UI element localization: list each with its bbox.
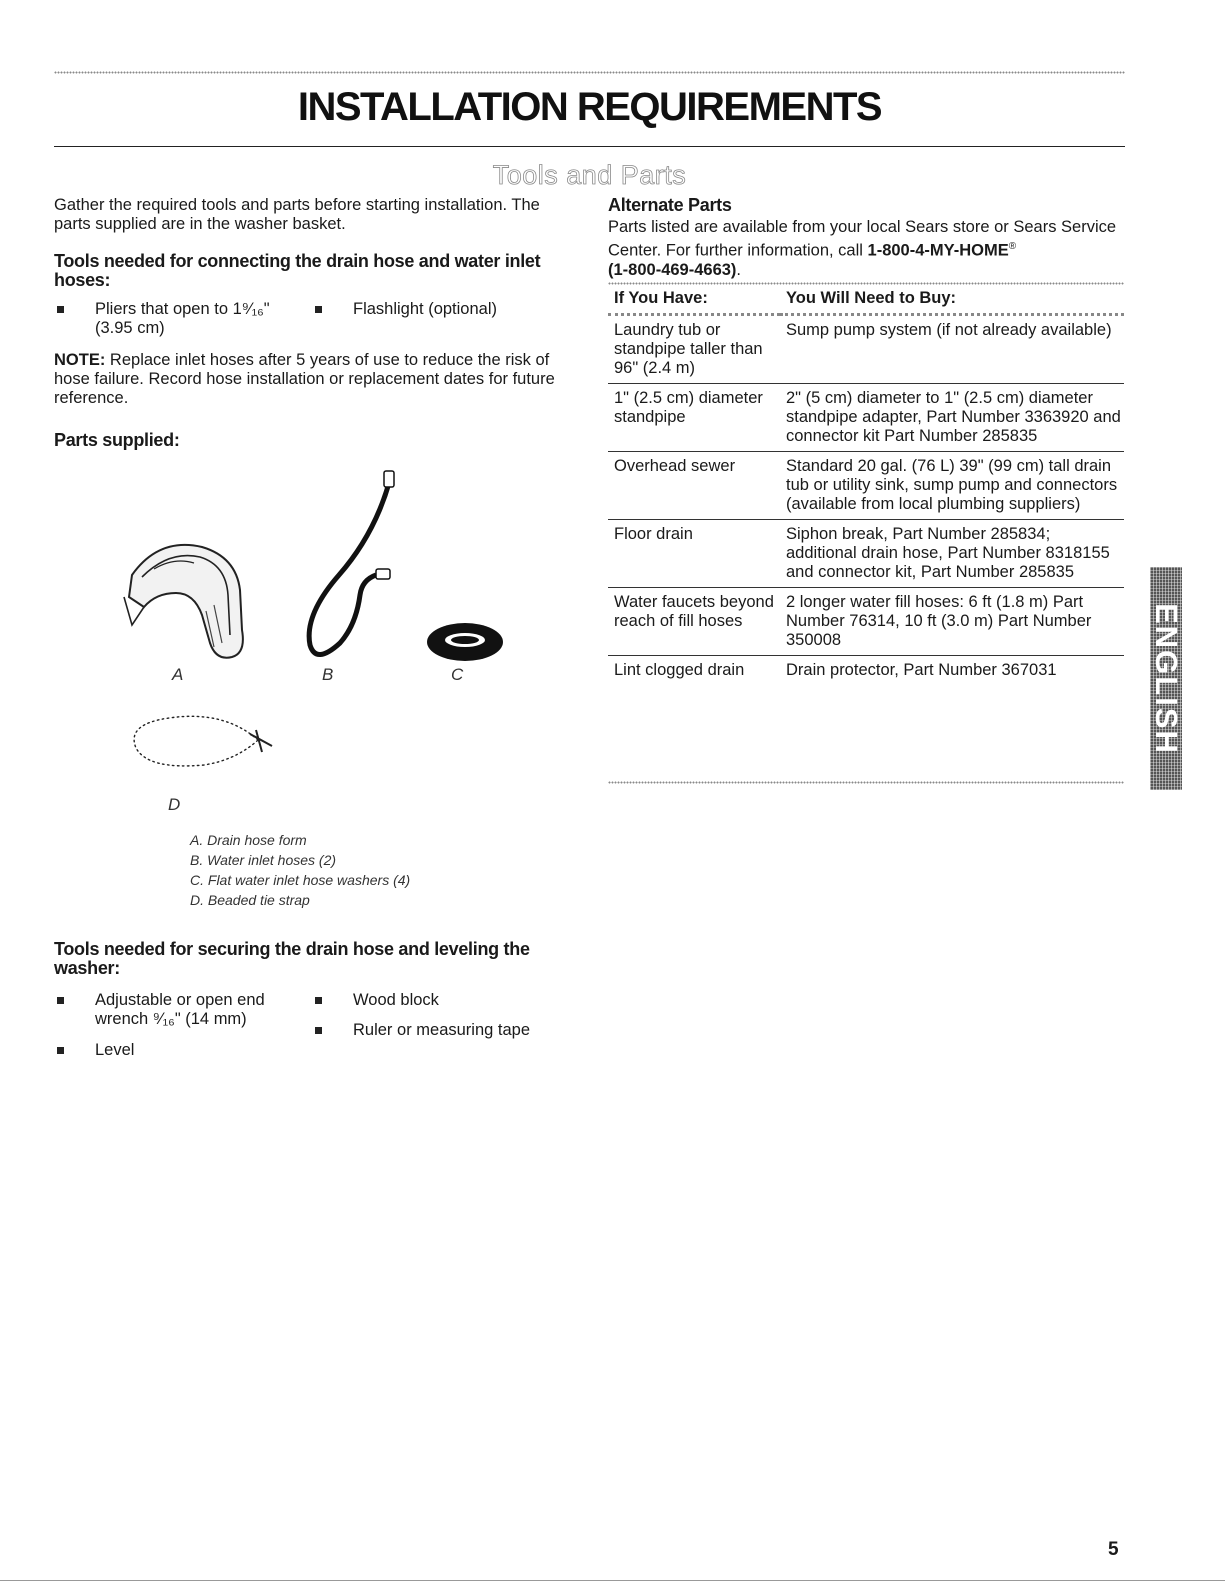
legend-item: D. Beaded tie strap	[190, 892, 310, 908]
water-inlet-hose-image	[294, 465, 404, 665]
table-header-row	[608, 284, 1124, 315]
section-title: Tools and Parts	[492, 160, 687, 190]
table-bottom-dotted-rule	[608, 781, 1124, 784]
figure-label-c: C	[451, 665, 464, 684]
left-column	[54, 196, 584, 450]
list-item: Wood block	[312, 991, 439, 1010]
page-number: 5	[1108, 1539, 1119, 1560]
legend-item: A. Drain hose form	[190, 832, 307, 848]
column-header: You Will Need to Buy:	[786, 289, 957, 307]
table-row: 1" (2.5 cm) diameter standpipe 2" (5 cm) diameter to 1" (2.5 cm) diameter standpipe adapter, Part Number 3363920 and connector kit Part Number 285835	[608, 384, 1124, 452]
list-item: Level	[54, 1041, 134, 1060]
column-header: If You Have:	[614, 289, 708, 307]
securing-section	[54, 940, 584, 1071]
flat-washer-image	[420, 610, 510, 670]
list-item: Pliers that open to 1⁹⁄₁₆" (3.95 cm)	[54, 300, 270, 338]
bottom-rule	[0, 1580, 1225, 1581]
language-side-tab	[1150, 567, 1182, 790]
drain-hose-form-image	[114, 535, 264, 670]
right-column	[608, 195, 1124, 679]
page-title: INSTALLATION REQUIREMENTS	[297, 85, 882, 129]
parts-heading: Parts supplied:	[54, 430, 180, 450]
legend-item: B. Water inlet hoses (2)	[190, 852, 337, 868]
table-row: Water faucets beyond reach of fill hoses 2 longer water fill hoses: 6 ft (1.8 m) Part Number 76314, 10 ft (3.0 m) Part Number 350008	[608, 588, 1124, 656]
list-item: Flashlight (optional)	[312, 300, 497, 319]
figure-legend	[190, 830, 410, 910]
tools-list	[54, 300, 584, 340]
alternate-parts-heading: Alternate Parts	[608, 195, 732, 215]
alternate-parts-intro: Parts listed are available from your local Sears store or Sears Service Center. For further information, call 1-800-4-MY-HOME® (1-800-469-4663).	[608, 218, 1117, 279]
table-row: Lint clogged drain Drain protector, Part Number 367031	[614, 661, 1057, 679]
beaded-tie-strap-image	[124, 710, 284, 780]
intro-text: Gather the required tools and parts before starting installation. The parts supplied are in the washer basket.	[54, 196, 540, 233]
note-text: NOTE: Replace inlet hoses after 5 years of use to reduce the risk of hose failure. Record hose installation or replacement dates for future reference.	[54, 351, 555, 407]
parts-figure	[54, 465, 584, 910]
language-label: ENGLISH	[1149, 602, 1184, 755]
alternate-parts-table	[608, 284, 1124, 685]
top-dotted-rule	[54, 71, 1125, 74]
list-item: Ruler or measuring tape	[312, 1021, 530, 1040]
tools2-list	[54, 991, 584, 1071]
figure-label-b: B	[322, 665, 334, 684]
table-row: Floor drain Siphon break, Part Number 285834; additional drain hose, Part Number 8318155 and connector kit, Part Number 285835	[608, 520, 1124, 588]
figure-label-d: D	[168, 795, 181, 814]
tools-heading: Tools needed for connecting the drain hose and water inlet hoses:	[54, 251, 541, 290]
figure-label-a: A	[172, 665, 184, 684]
table-row: Laundry tub or standpipe taller than 96" (2.4 m) Sump pump system (if not already available)	[608, 315, 1124, 384]
title-rule	[54, 146, 1125, 147]
tools2-heading: Tools needed for securing the drain hose and leveling the washer:	[54, 939, 530, 978]
legend-item: C. Flat water inlet hose washers (4)	[190, 872, 411, 888]
note-label: NOTE:	[54, 351, 106, 369]
phone-number: 1-800-4-MY-HOME	[867, 241, 1009, 260]
phone-number-digits: (1-800-469-4663)	[608, 260, 737, 279]
list-item: Adjustable or open end wrench ⁹⁄₁₆" (14 mm)	[54, 991, 265, 1029]
table-row: Overhead sewer Standard 20 gal. (76 L) 39" (99 cm) tall drain tub or utility sink, sump pump and connectors (available from local plumbing suppliers)	[608, 452, 1124, 520]
